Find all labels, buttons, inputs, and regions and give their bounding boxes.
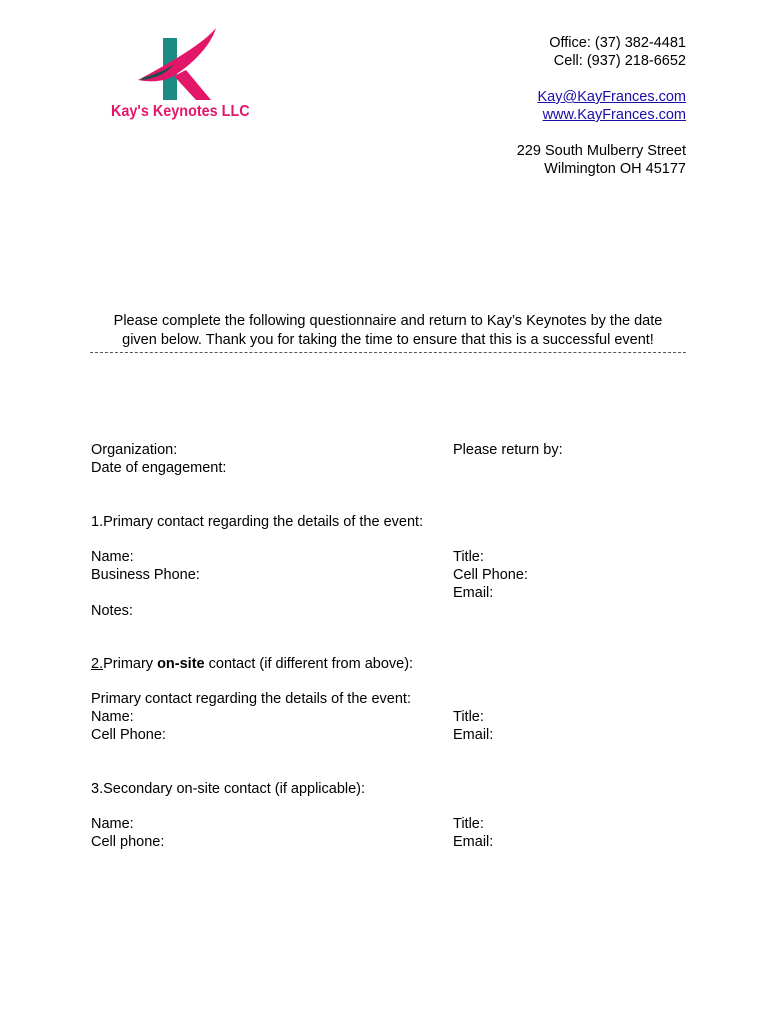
section1-email-label: Email: [453, 585, 494, 601]
contact-info [517, 34, 686, 178]
section1-business-phone-label: Business Phone: [91, 567, 200, 583]
section3-email-label: Email: [453, 834, 494, 850]
intro-paragraph [90, 312, 686, 350]
website-link[interactable]: www.KayFrances.com [542, 107, 686, 123]
organization-label: Organization: [91, 442, 178, 458]
section3-cell-phone-label: Cell phone: [91, 834, 165, 850]
section1-notes-label: Notes: [91, 603, 133, 619]
section1-name-label: Name: [91, 549, 134, 565]
office-phone: Office: (37) 382-4481 [549, 35, 686, 51]
section2-subheading: Primary contact regarding the details of the event: [91, 691, 411, 707]
section2-name-label: Name: [91, 709, 134, 725]
section1-heading: 1.Primary contact regarding the details of the event: [91, 514, 424, 530]
intro-line-2: given below. Thank you for taking the time to ensure that this is a successful event! [122, 332, 654, 348]
section3-heading: 3.Secondary on-site contact (if applicable): [91, 781, 366, 797]
section2-heading: 2.Primary on-site contact (if different from above): [91, 656, 414, 672]
section3-title-label: Title: [453, 816, 484, 832]
cell-phone: Cell: (937) 218-6652 [553, 53, 686, 69]
please-return-by-label: Please return by: [453, 442, 563, 458]
section1-cell-phone-label: Cell Phone: [453, 567, 528, 583]
dashed-divider [90, 352, 686, 353]
section2-cell-phone-label: Cell Phone: [91, 727, 166, 743]
street-address: 229 South Mulberry Street [516, 143, 686, 159]
company-logo-text: Kay's Keynotes LLC [111, 103, 250, 120]
city-address: Wilmington OH 45177 [544, 161, 686, 177]
section3-name-label: Name: [91, 816, 134, 832]
section1-title-label: Title: [453, 549, 484, 565]
section2-title-label: Title: [453, 709, 484, 725]
section2-email-label: Email: [453, 727, 494, 743]
date-of-engagement-label: Date of engagement: [91, 460, 227, 476]
email-link[interactable]: Kay@KayFrances.com [537, 89, 686, 105]
intro-line-1: Please complete the following questionnaire and return to Kay’s Keynotes by the date [113, 313, 663, 329]
